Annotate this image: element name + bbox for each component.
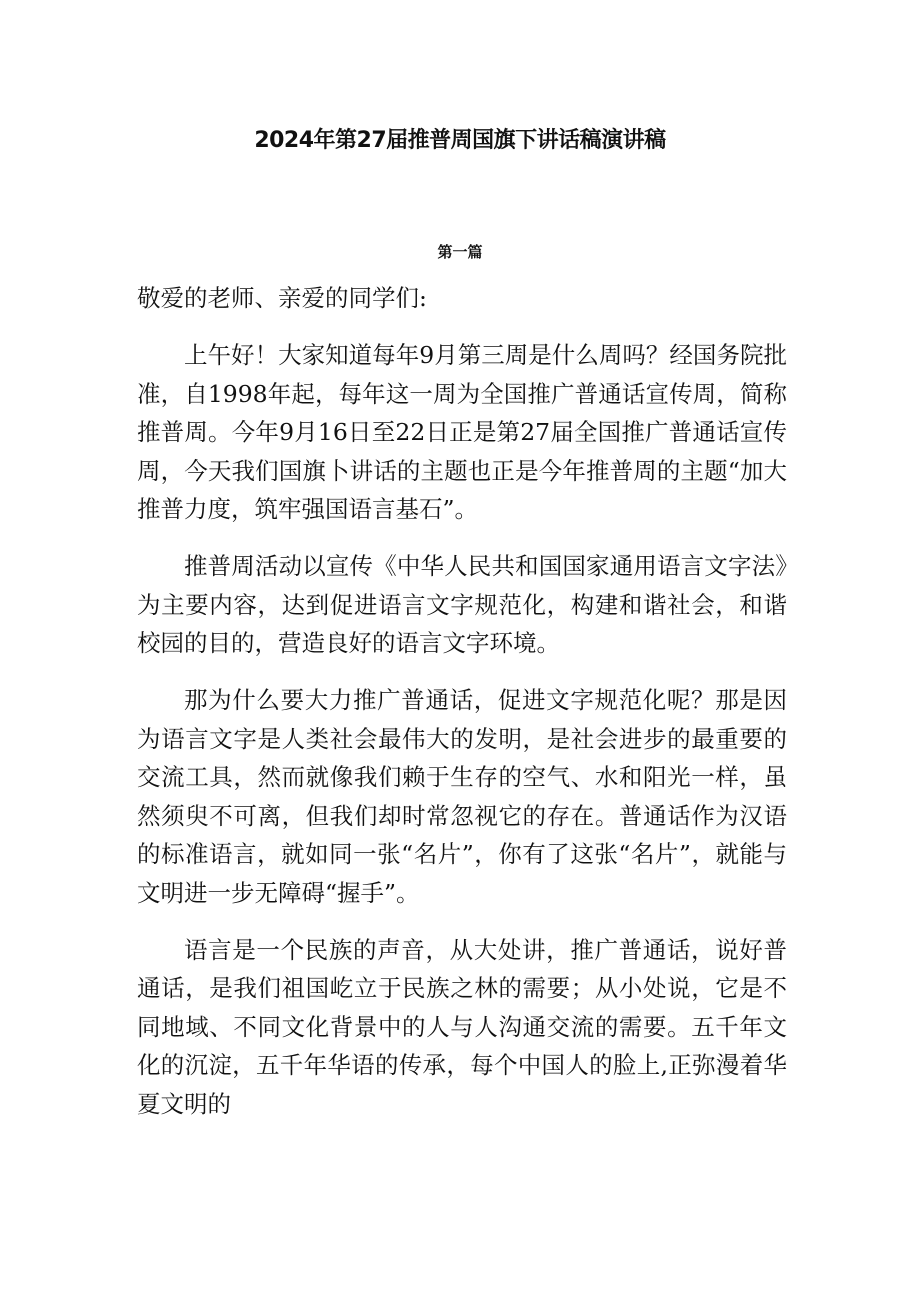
document-title: 2024年第27届推普周国旗下讲话稿演讲稿	[254, 128, 666, 153]
document-body	[137, 279, 787, 1142]
paragraph: 上午好！大家知道每年9月第三周是什么周吗？经国务院批准，自1998年起，每年这一周为全国推广普通话宣传周，简称推普周。今年9月16日至22日正是第27届全国推广普通话宣传周，今天我们国旗卜讲话的主题也正是今年推普周的主题“加大推普力度，筑牢强国语言基石”。	[137, 341, 787, 523]
paragraph: 推普周活动以宣传《中华人民共和国国家通用语言文字法》为主要内容，达到促进语言文字规范化，构建和谐社会，和谐校园的目的，营造良好的语言文字环境。	[137, 552, 787, 657]
section-heading: 第一篇	[437, 243, 483, 261]
paragraph: 那为什么要大力推广普通话，促进文字规范化呢？那是因为语言文字是人类社会最伟大的发明，是社会进步的最重要的交流工具，然而就像我们赖于生存的空气、水和阳光一样，虽然须臾不可离，但我们却时常忽视它的存在。普通话作为汉语的标准语言，就如同一张“名片”，你有了这张“名片”，就能与文明进一步无障碍“握手”。	[137, 686, 787, 907]
paragraph: 语言是一个民族的声音，从大处讲，推广普通话，说好普通话，是我们祖国屹立于民族之林的需要；从小处说，它是不同地域、不同文化背景中的人与人沟通交流的需要。五千年文化的沉淀，五千年华语的传承，每个中国人的脸上,正弥漫着华夏文明的	[137, 935, 787, 1118]
salutation: 敬爱的老师、亲爱的同学们:	[137, 284, 427, 312]
